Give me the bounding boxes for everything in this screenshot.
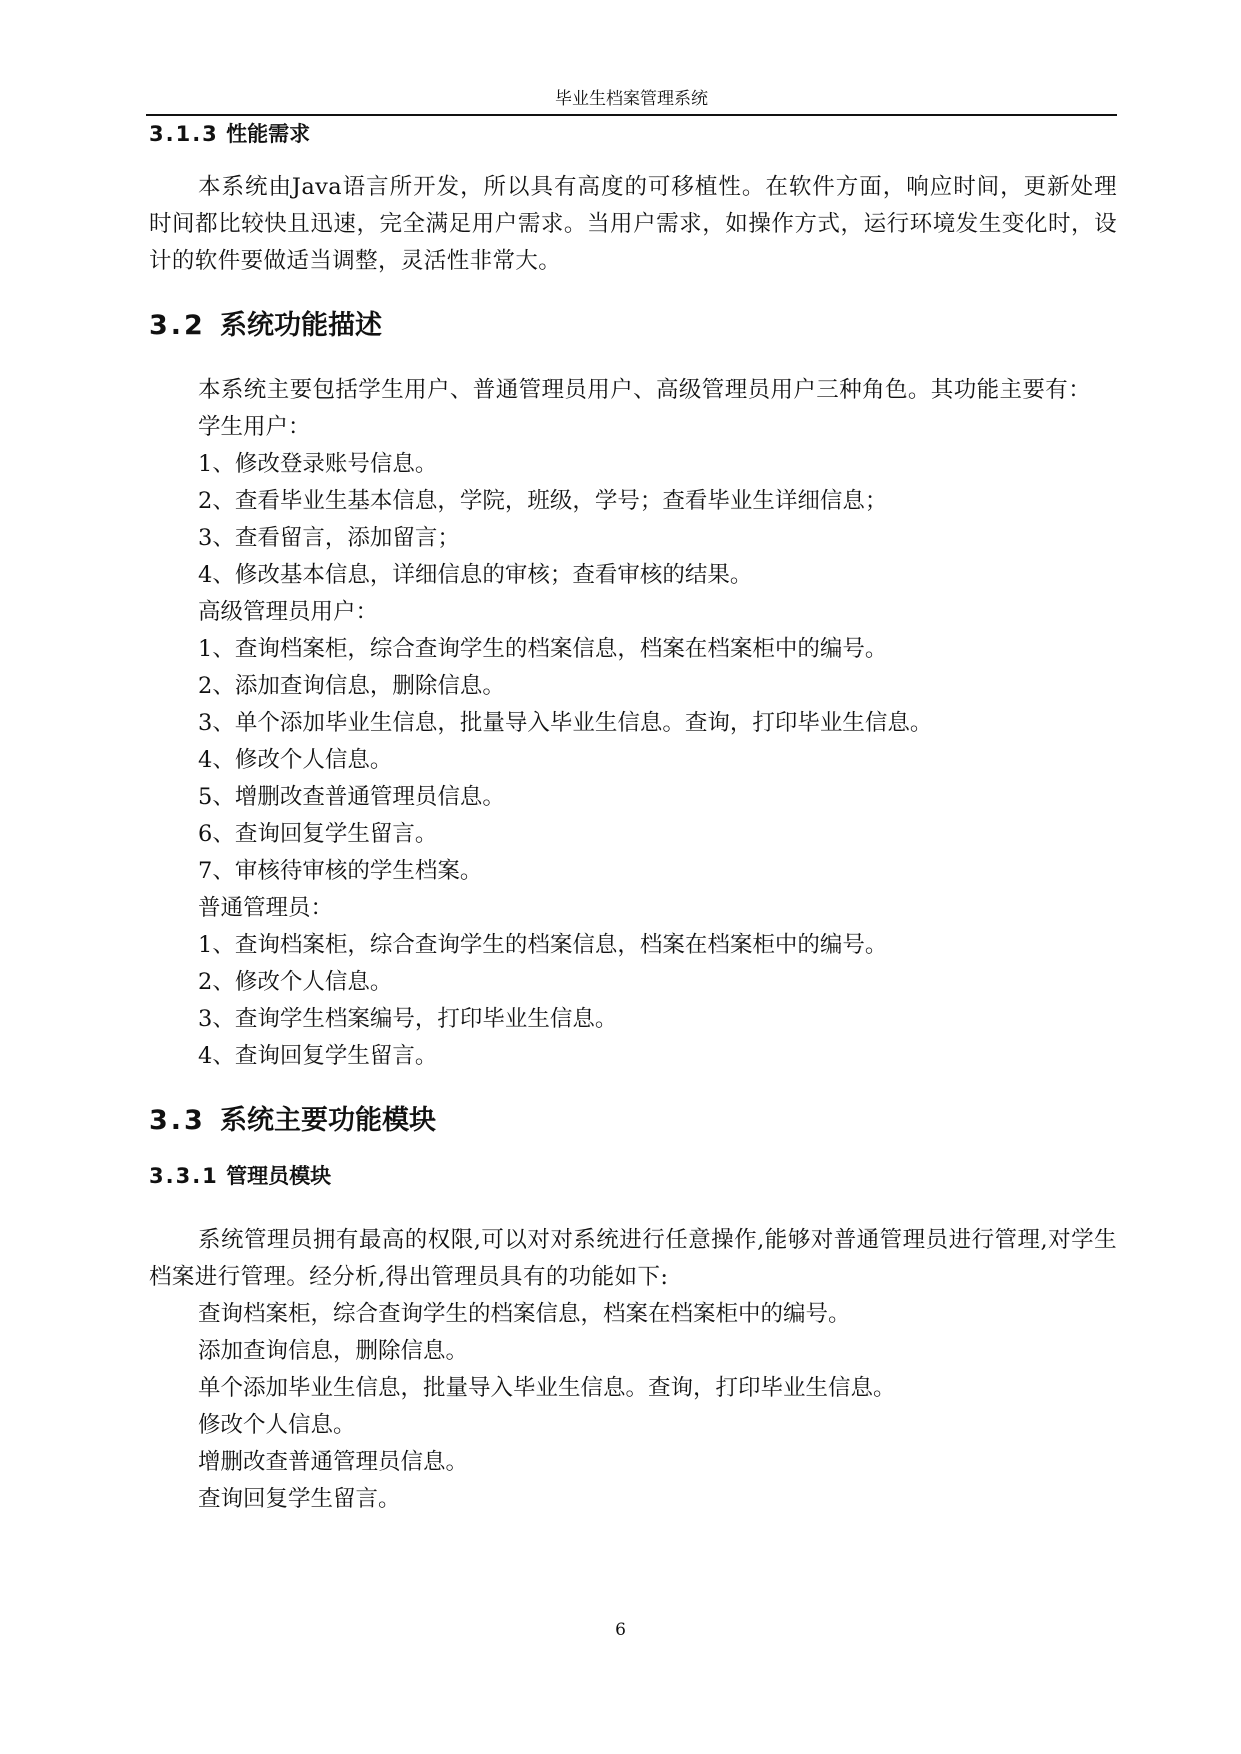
subsection-title: 性能需求 bbox=[226, 122, 311, 146]
spacer bbox=[149, 150, 1117, 169]
spacer bbox=[149, 1075, 1117, 1101]
list-item: 2、查看毕业生基本信息，学院，班级，学号；查看毕业生详细信息； bbox=[198, 488, 888, 514]
subsection-number: 3.3.1 bbox=[149, 1164, 219, 1188]
spacer bbox=[149, 346, 1117, 372]
list-item: 1、查询档案柜，综合查询学生的档案信息，档案在档案柜中的编号。 bbox=[198, 636, 888, 662]
admin-function-item: 修改个人信息。 bbox=[198, 1412, 356, 1438]
page-body bbox=[149, 118, 1117, 1518]
section-number: 3.3 bbox=[149, 1105, 206, 1136]
subsection-title: 管理员模块 bbox=[226, 1164, 332, 1188]
subsection-heading-3-1-3 bbox=[149, 118, 1117, 150]
list-item: 1、查询档案柜，综合查询学生的档案信息，档案在档案柜中的编号。 bbox=[198, 932, 888, 958]
student-role-heading: 学生用户： bbox=[198, 414, 311, 440]
list-item: 5、增删改查普通管理员信息。 bbox=[198, 784, 505, 810]
list-item: 3、查询学生档案编号，打印毕业生信息。 bbox=[198, 1006, 618, 1032]
section-heading-3-3 bbox=[149, 1101, 1117, 1141]
admin-module-paragraph: 系统管理员拥有最高的权限,可以对对系统进行任意操作,能够对普通管理员进行管理,对学生档案进行管理。经分析,得出管理员具有的功能如下: bbox=[149, 1227, 1117, 1290]
spacer bbox=[149, 1192, 1117, 1222]
admin-function-item: 查询档案柜，综合查询学生的档案信息，档案在档案柜中的编号。 bbox=[198, 1301, 851, 1327]
list-item: 4、查询回复学生留言。 bbox=[198, 1043, 438, 1069]
admin-function-item: 添加查询信息，删除信息。 bbox=[198, 1338, 469, 1364]
normal-admin-role-heading: 普通管理员： bbox=[198, 895, 334, 921]
function-intro-paragraph: 本系统主要包括学生用户、普通管理员用户、高级管理员用户三种角色。其功能主要有： bbox=[198, 377, 1092, 403]
page-number: 6 bbox=[615, 1620, 626, 1640]
list-item: 2、添加查询信息，删除信息。 bbox=[198, 673, 505, 699]
performance-paragraph: 本系统由Java语言所开发，所以具有高度的可移植性。在软件方面，响应时间，更新处理时间都比较快且迅速，完全满足用户需求。当用户需求，如操作方式，运行环境发生变化时，设计的软件要做适当调整，灵活性非常大。 bbox=[149, 174, 1117, 274]
list-item: 3、查看留言，添加留言； bbox=[198, 525, 460, 551]
senior-admin-role-heading: 高级管理员用户： bbox=[198, 599, 379, 625]
list-item: 6、查询回复学生留言。 bbox=[198, 821, 438, 847]
list-item: 4、修改基本信息，详细信息的审核；查看审核的结果。 bbox=[198, 562, 753, 588]
section-number: 3.2 bbox=[149, 310, 206, 341]
admin-function-item: 增删改查普通管理员信息。 bbox=[198, 1449, 469, 1475]
admin-function-item: 单个添加毕业生信息，批量导入毕业生信息。查询，打印毕业生信息。 bbox=[198, 1375, 896, 1401]
list-item: 7、审核待审核的学生档案。 bbox=[198, 858, 483, 884]
subsection-heading-3-3-1 bbox=[149, 1160, 1117, 1192]
section-title: 系统功能描述 bbox=[220, 310, 382, 341]
section-heading-3-2 bbox=[149, 306, 1117, 346]
section-title: 系统主要功能模块 bbox=[220, 1105, 436, 1136]
list-item: 2、修改个人信息。 bbox=[198, 969, 393, 995]
list-item: 4、修改个人信息。 bbox=[198, 747, 393, 773]
running-header: 毕业生档案管理系统 bbox=[146, 84, 1117, 116]
subsection-number: 3.1.3 bbox=[149, 122, 219, 146]
list-item: 1、修改登录账号信息。 bbox=[198, 451, 438, 477]
admin-function-item: 查询回复学生留言。 bbox=[198, 1486, 401, 1512]
spacer bbox=[149, 1141, 1117, 1160]
list-item: 3、单个添加毕业生信息，批量导入毕业生信息。查询，打印毕业生信息。 bbox=[198, 710, 933, 736]
spacer bbox=[149, 280, 1117, 306]
